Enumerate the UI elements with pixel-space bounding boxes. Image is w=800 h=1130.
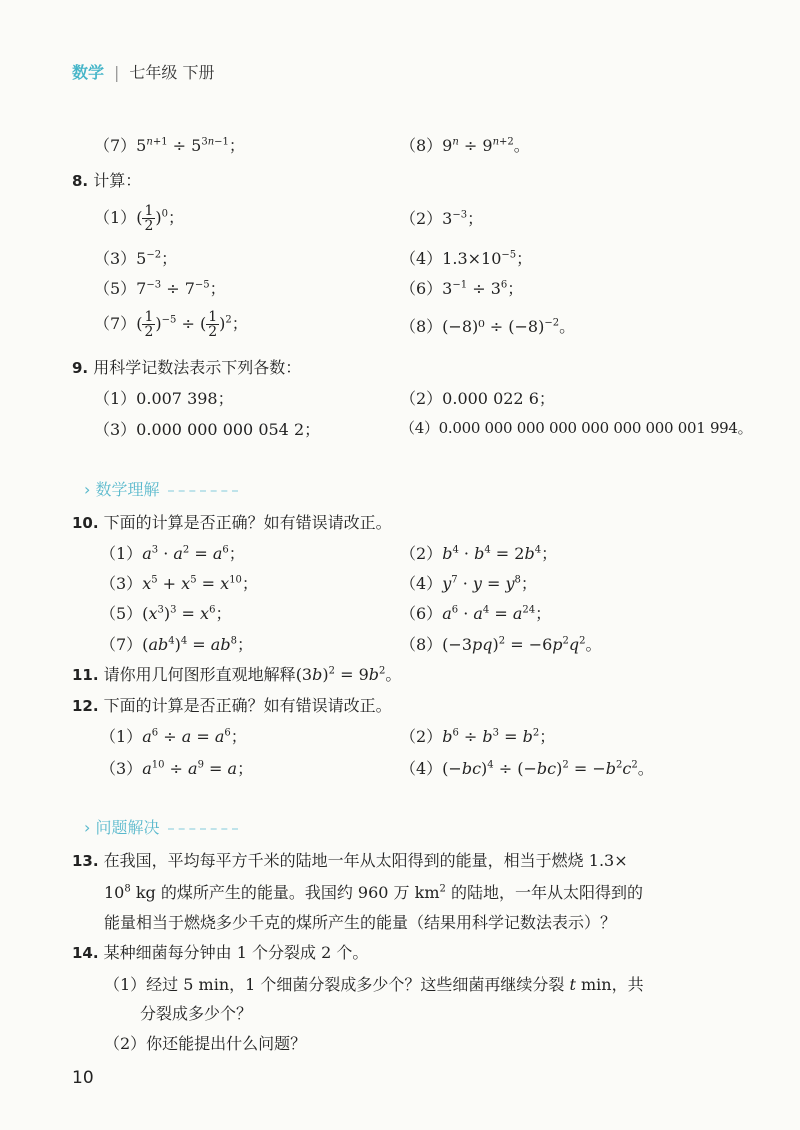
q12-stem (72, 693, 392, 716)
q10-stem (72, 510, 392, 533)
q11-number: 11. (72, 666, 99, 684)
q13-text-2a: 10 (104, 883, 125, 902)
q14-text: 某种细菌每分钟由 1 个分裂成 2 个。 (103, 943, 369, 962)
q8-item-7: （7）( $\frac{1}{2}$ )$^{-5}$ ÷ ( $\frac{1}{2}$ )$^2$； (94, 309, 248, 340)
q8-item-3: $(3)5^{-2}$； (94, 249, 178, 268)
header-book: 七年级 下册 (129, 63, 215, 82)
q14-sub-1-text-a: （1）经过 5 min，1 个细菌分裂成多少个？这些细菌再继续分裂 (104, 975, 570, 994)
q14-sub-1-cont: 分裂成多少个？ (140, 1004, 253, 1023)
q9-item-1: （1）0.007 398； (94, 389, 234, 408)
q10-item-4: $(4)y^7 \cdot y = y^8$； (400, 574, 537, 593)
section-divider (168, 490, 238, 492)
q8-item-6-label: （6）3 (400, 279, 453, 298)
section-problem-solving (84, 815, 238, 838)
page-header (72, 60, 215, 83)
q10-text: 下面的计算是否正确？如有错误请改正。 (103, 513, 392, 532)
q13-text-2b: kg 的煤所产生的能量。我国约 960 万 km (130, 883, 440, 902)
q7-item-8-label: （8）9 (400, 136, 453, 155)
q8-item-4-label: （4）1.3×10 (400, 249, 502, 268)
q8-item-5-label: （5）7 (94, 279, 147, 298)
q8-item-6: $(6)3^{-1} \div 3^6$； (400, 279, 524, 298)
q8-text: 计算： (93, 171, 142, 190)
q12-text: 下面的计算是否正确？如有错误请改正。 (103, 696, 392, 715)
q9-number: 9. (72, 359, 89, 377)
q12-item-1: $(1)a^6 \div a = a^6$； (100, 727, 247, 746)
q8-item-1: （1）( $\frac{1}{2}$ )$^0$； (94, 203, 184, 234)
q7-item-8: $(8)9^n \div 9^{n+2}$。 (400, 136, 530, 155)
q12-number: 12. (72, 697, 99, 715)
q10-item-3: $(3)x^5 + x^5 = x^{10}$； (100, 574, 258, 593)
q10-item-1: $(1)a^3 \cdot a^2 = a^6$； (100, 544, 245, 563)
q8-item-8-label: （8）(−8)⁰ ÷ (−8) (400, 317, 545, 336)
q11-text: 请你用几何图形直观地解释 (103, 665, 296, 684)
q8-item-3-label: （3）5 (94, 249, 147, 268)
q12-item-3: $(3)a^{10} \div a^9 = a$； (100, 759, 254, 778)
q8-item-4: $(4)1.3\times 10^{-5}$； (400, 249, 533, 268)
q14-stem (72, 940, 368, 963)
q13-number: 13. (72, 852, 99, 870)
section-problem-solving-title: 问题解决 (95, 818, 160, 837)
q8-item-7-label: （7） (94, 314, 137, 333)
header-separator: | (114, 63, 120, 82)
q10-item-8: $(8)(-3pq)^2 = -6p^2q^2$。 (400, 635, 602, 654)
q14-number: 14. (72, 944, 99, 962)
q8-item-1-label: （1） (94, 208, 137, 227)
chevron-right-icon: › (84, 480, 91, 499)
q13-text-1: 在我国，平均每平方千米的陆地一年从太阳得到的能量，相当于燃烧 1.3× (103, 851, 628, 870)
q13-text-2c: 的陆地，一年从太阳得到的 (445, 883, 643, 902)
q12-item-4: $(4)(-bc)^4 \div (-bc)^2 = -b^2c^2$。 (400, 759, 654, 778)
q8-number: 8. (72, 172, 89, 190)
q14-sub-1 (104, 972, 644, 995)
q10-item-7: $(7)(ab^4)^4 = ab^8$； (100, 635, 253, 654)
section-math-understanding (84, 477, 238, 500)
q8-item-2-label: （2）3 (400, 209, 453, 228)
q14-sub-1-var: t (569, 975, 576, 994)
page-number: 10 (72, 1068, 94, 1088)
chevron-right-icon: › (84, 818, 91, 837)
q7-item-7-label: （7）5 (94, 136, 147, 155)
q12-item-2: $(2)b^6 \div b^3 = b^2$； (400, 727, 556, 746)
q8-item-8: $(8)(-8)^0 \div (-8)^{-2}$。 (400, 317, 576, 336)
q7-item-7: $(7)5^{n+1} \div 5^{3n-1}$； (94, 136, 245, 155)
q9-text: 用科学记数法表示下列各数： (93, 358, 302, 377)
q13-line-1 (72, 848, 628, 871)
q10-item-5: $(5)(x^3)^3 = x^6$； (100, 604, 232, 623)
q9-item-4: （4）0.000 000 000 000 000 000 000 001 994。 (400, 419, 753, 437)
q11-stem: 11. 请你用几何图形直观地解释$(3b)^2 = 9b^2$。 (72, 665, 402, 684)
q8-stem (72, 168, 141, 191)
section-math-understanding-title: 数学理解 (95, 480, 160, 499)
q13-line-3: 能量相当于燃烧多少千克的煤所产生的能量（结果用科学记数法表示）？ (104, 913, 617, 932)
q10-item-2: $(2)b^4 \cdot b^4 = 2b^4$； (400, 544, 558, 563)
q10-number: 10. (72, 514, 99, 532)
header-subject: 数学 (72, 63, 105, 82)
q9-item-3: （3）0.000 000 000 054 2； (94, 420, 321, 439)
q9-item-2: （2）0.000 022 6； (400, 389, 555, 408)
q9-stem (72, 355, 301, 378)
q8-item-2: $(2)3^{-3}$； (400, 209, 484, 228)
q10-item-6: $(6)a^6 \cdot a^4 = a^{24}$； (400, 604, 552, 623)
q14-sub-1-text-c: min，共 (575, 975, 644, 994)
q8-item-5: $(5)7^{-3} \div 7^{-5}$； (94, 279, 226, 298)
section-divider (168, 828, 238, 830)
q13-line-2: $10^8$ kg 的煤所产生的能量。我国约 960 万 $km^2$ 的陆地，一年从太阳得到的 (104, 883, 643, 902)
q14-sub-2: （2）你还能提出什么问题？ (104, 1034, 307, 1053)
